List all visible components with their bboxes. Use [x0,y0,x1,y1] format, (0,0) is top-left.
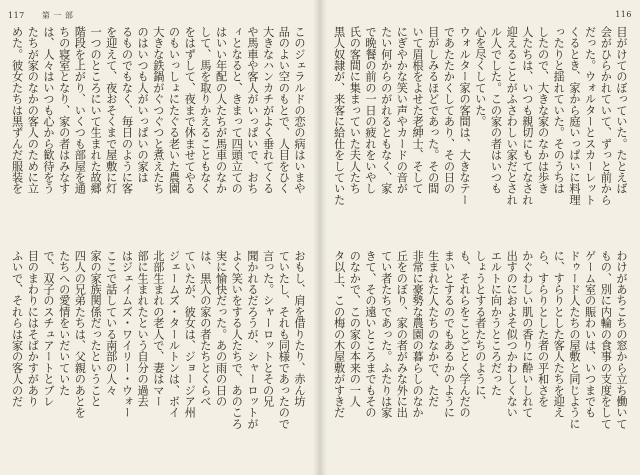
text-line: 非常に豪勢な農園の暮らしのなか [411,250,425,418]
text-line: いて眉根をよせた老紳士、そして [411,26,425,194]
right-bottom-lines [332,250,630,460]
text-line: で晩餐の前の一日の疲れをいやし [364,26,377,194]
text-line: ったりと揺れていた。そのうちは [552,26,566,194]
text-line: 迎えることがふさわしい家だとされ [505,26,519,206]
left-bottom-text-block [10,250,308,460]
text-line: ィとなると、きまって四頭立ての [230,26,244,194]
text-line: たちが家のなかの客人のために立 [26,26,40,194]
text-line: も、それらをことごとく学んだの [458,250,472,418]
text-line: わけがあちこちの窓から立ち働いて [615,250,628,430]
left-page-number: 117 [8,11,25,20]
text-line: は、黒人の家の者たちとくらべ [198,250,212,407]
text-line: ウォルター家の客間は、大きなテー [458,26,472,206]
text-line: は、人々はいつも心から歓待をう [42,26,55,194]
right-page-header [615,10,632,19]
text-line: を迎えて、夜おそくまで屋敷に灯 [104,26,118,194]
text-line: のなかで、この家の本来の一人 [348,250,362,407]
left-top-lines [10,26,308,236]
text-line: にぎやかな笑い声やカードの音が [395,26,409,194]
text-line: に、すらりとした客人たちを迎え [552,250,566,418]
text-line: のはいつも人がいっぱいの家は [136,26,150,183]
text-line: もの、別に内輪の食事の支度をして [599,250,613,430]
text-line: ふいで、それらは家の客人のだ [10,250,24,407]
text-line: 聞かれるだろうが、シャーロットが [245,250,259,430]
text-line: 氏の客間に集まっていた夫人たち [348,26,362,194]
text-line: 言った。シャーロットとその兄 [261,250,275,407]
text-line: 大きなハンカチがよく垂れてくる [261,26,275,194]
right-bottom-text-block [332,250,630,460]
text-line: 生まれた人たちのなかで、ただ [426,250,440,407]
right-page-number: 116 [615,10,632,19]
text-line: かぐわしい肌の香りに酔いしれて [520,250,534,418]
text-line: 目がしみるほどであった。その間 [426,26,440,194]
text-line: エルトに向かうところだった [489,250,503,396]
text-line: 四人の兄弟たちは、父親のあとを [73,250,87,418]
right-page [322,0,640,475]
left-page [0,0,318,475]
text-line: ゲーム室の賑わいは、いつまでも [583,250,597,418]
text-line: したので、大きな家のなかは歩き [536,26,550,194]
text-line: くるとき、家から庭いっぱいに料理 [567,26,581,206]
text-line: 心を尽くしていた。 [473,26,487,127]
text-line: であたたかくしてあり、その日の [442,26,456,194]
text-line: 家の家族関係だったということ [89,250,103,407]
text-line: 部に生まれたという自分の過去 [136,250,150,407]
text-line: 黒人奴隷が、来客に給仕をしていた [332,26,346,206]
text-line: ら、すらりとした者の平和さを [536,250,550,407]
text-line: 実に愉快だった。あの雨の日の [214,250,228,407]
text-line: よく笑いをする人たちで、あのころ [230,250,244,430]
text-line: 会がひらかれていて、ずっと前から [599,26,613,206]
text-line: はいい年配の人たちが馬車のなか [214,26,228,194]
left-page-header [8,10,73,21]
text-line: 品のよい空のもとで、人目をひく [277,26,291,194]
text-line: 階段を上がり、いくつも部屋を通 [73,26,87,194]
text-line: たい何からのがれるともなく、家 [379,26,393,194]
text-line: や馬車や客人がいっぱいで、おち [245,26,259,194]
text-line: 出すのにおよそ似つかわしくない [505,250,519,418]
text-line: 目がけてのぼっていた。たとえば [615,26,628,194]
text-line: 北部生まれの老人で、妻はマー [151,250,165,407]
text-line: ドゥード人たちの屋敷と同じように [567,250,581,430]
text-line: のもいっしょにたぐる老いた農園 [167,26,181,194]
text-line: このジェラルドの恋の病はいまや [293,26,306,194]
text-line: で、双子のスチュアートとブレ [42,250,55,407]
text-line: おもし、肩を借りたり、赤ん坊 [293,250,306,407]
left-top-text-block [10,26,308,236]
right-top-text-block [332,26,630,236]
text-line: ていたが、彼女は、ジョージア州 [183,250,197,418]
text-line: ル人でした。この家の者はいつも [489,26,503,194]
text-line: ジェームズ・タールトンは、ボイ [167,250,181,418]
text-line: をはずして、夜まで休ませてやる [183,26,197,194]
text-line: して、馬を取りかえることもなく [198,26,212,194]
text-line: ていたし、それも同様であったので [277,250,291,430]
left-bottom-lines [10,250,308,460]
text-line: まいとするのでもあるかのように [442,250,456,418]
running-head: 第 一 部 [41,11,74,20]
text-line: はジェイムズ・ワイリー・ウォー [120,250,134,418]
text-line: しょうとする者たちのように、 [473,250,487,407]
text-line: てい者たちであった。ふたりは家 [379,250,393,418]
text-line: だった。ウォルターとスカーレット [583,26,597,206]
text-line: きて、その遠いところまでもその [364,250,377,418]
text-line: たちへの愛情をいだいていた [57,250,71,396]
text-line: 一つのところにいて生まれた故郷 [89,26,103,194]
right-top-lines [332,26,630,236]
text-line: 人たちは、いつも親切にもてなされ [520,26,534,206]
text-line: 目のまわりにはそばかすがあり [26,250,40,407]
text-line: 大きな鉄鍋がぐつぐつと煮えたち [151,26,165,194]
text-line: タ以上、この梅の木屋敷がすきだ [332,250,346,418]
text-line: ここで話している南部の人々 [104,250,118,396]
text-line: るものでもなく、毎日のように客 [120,26,134,194]
text-line: めた。彼女たちは黒ずんだ服装を [10,26,24,194]
text-line: 丘をのぼり、家の者がみな外に出 [395,250,409,418]
text-line: ちの寝室となり、家の者はみなす [57,26,71,194]
